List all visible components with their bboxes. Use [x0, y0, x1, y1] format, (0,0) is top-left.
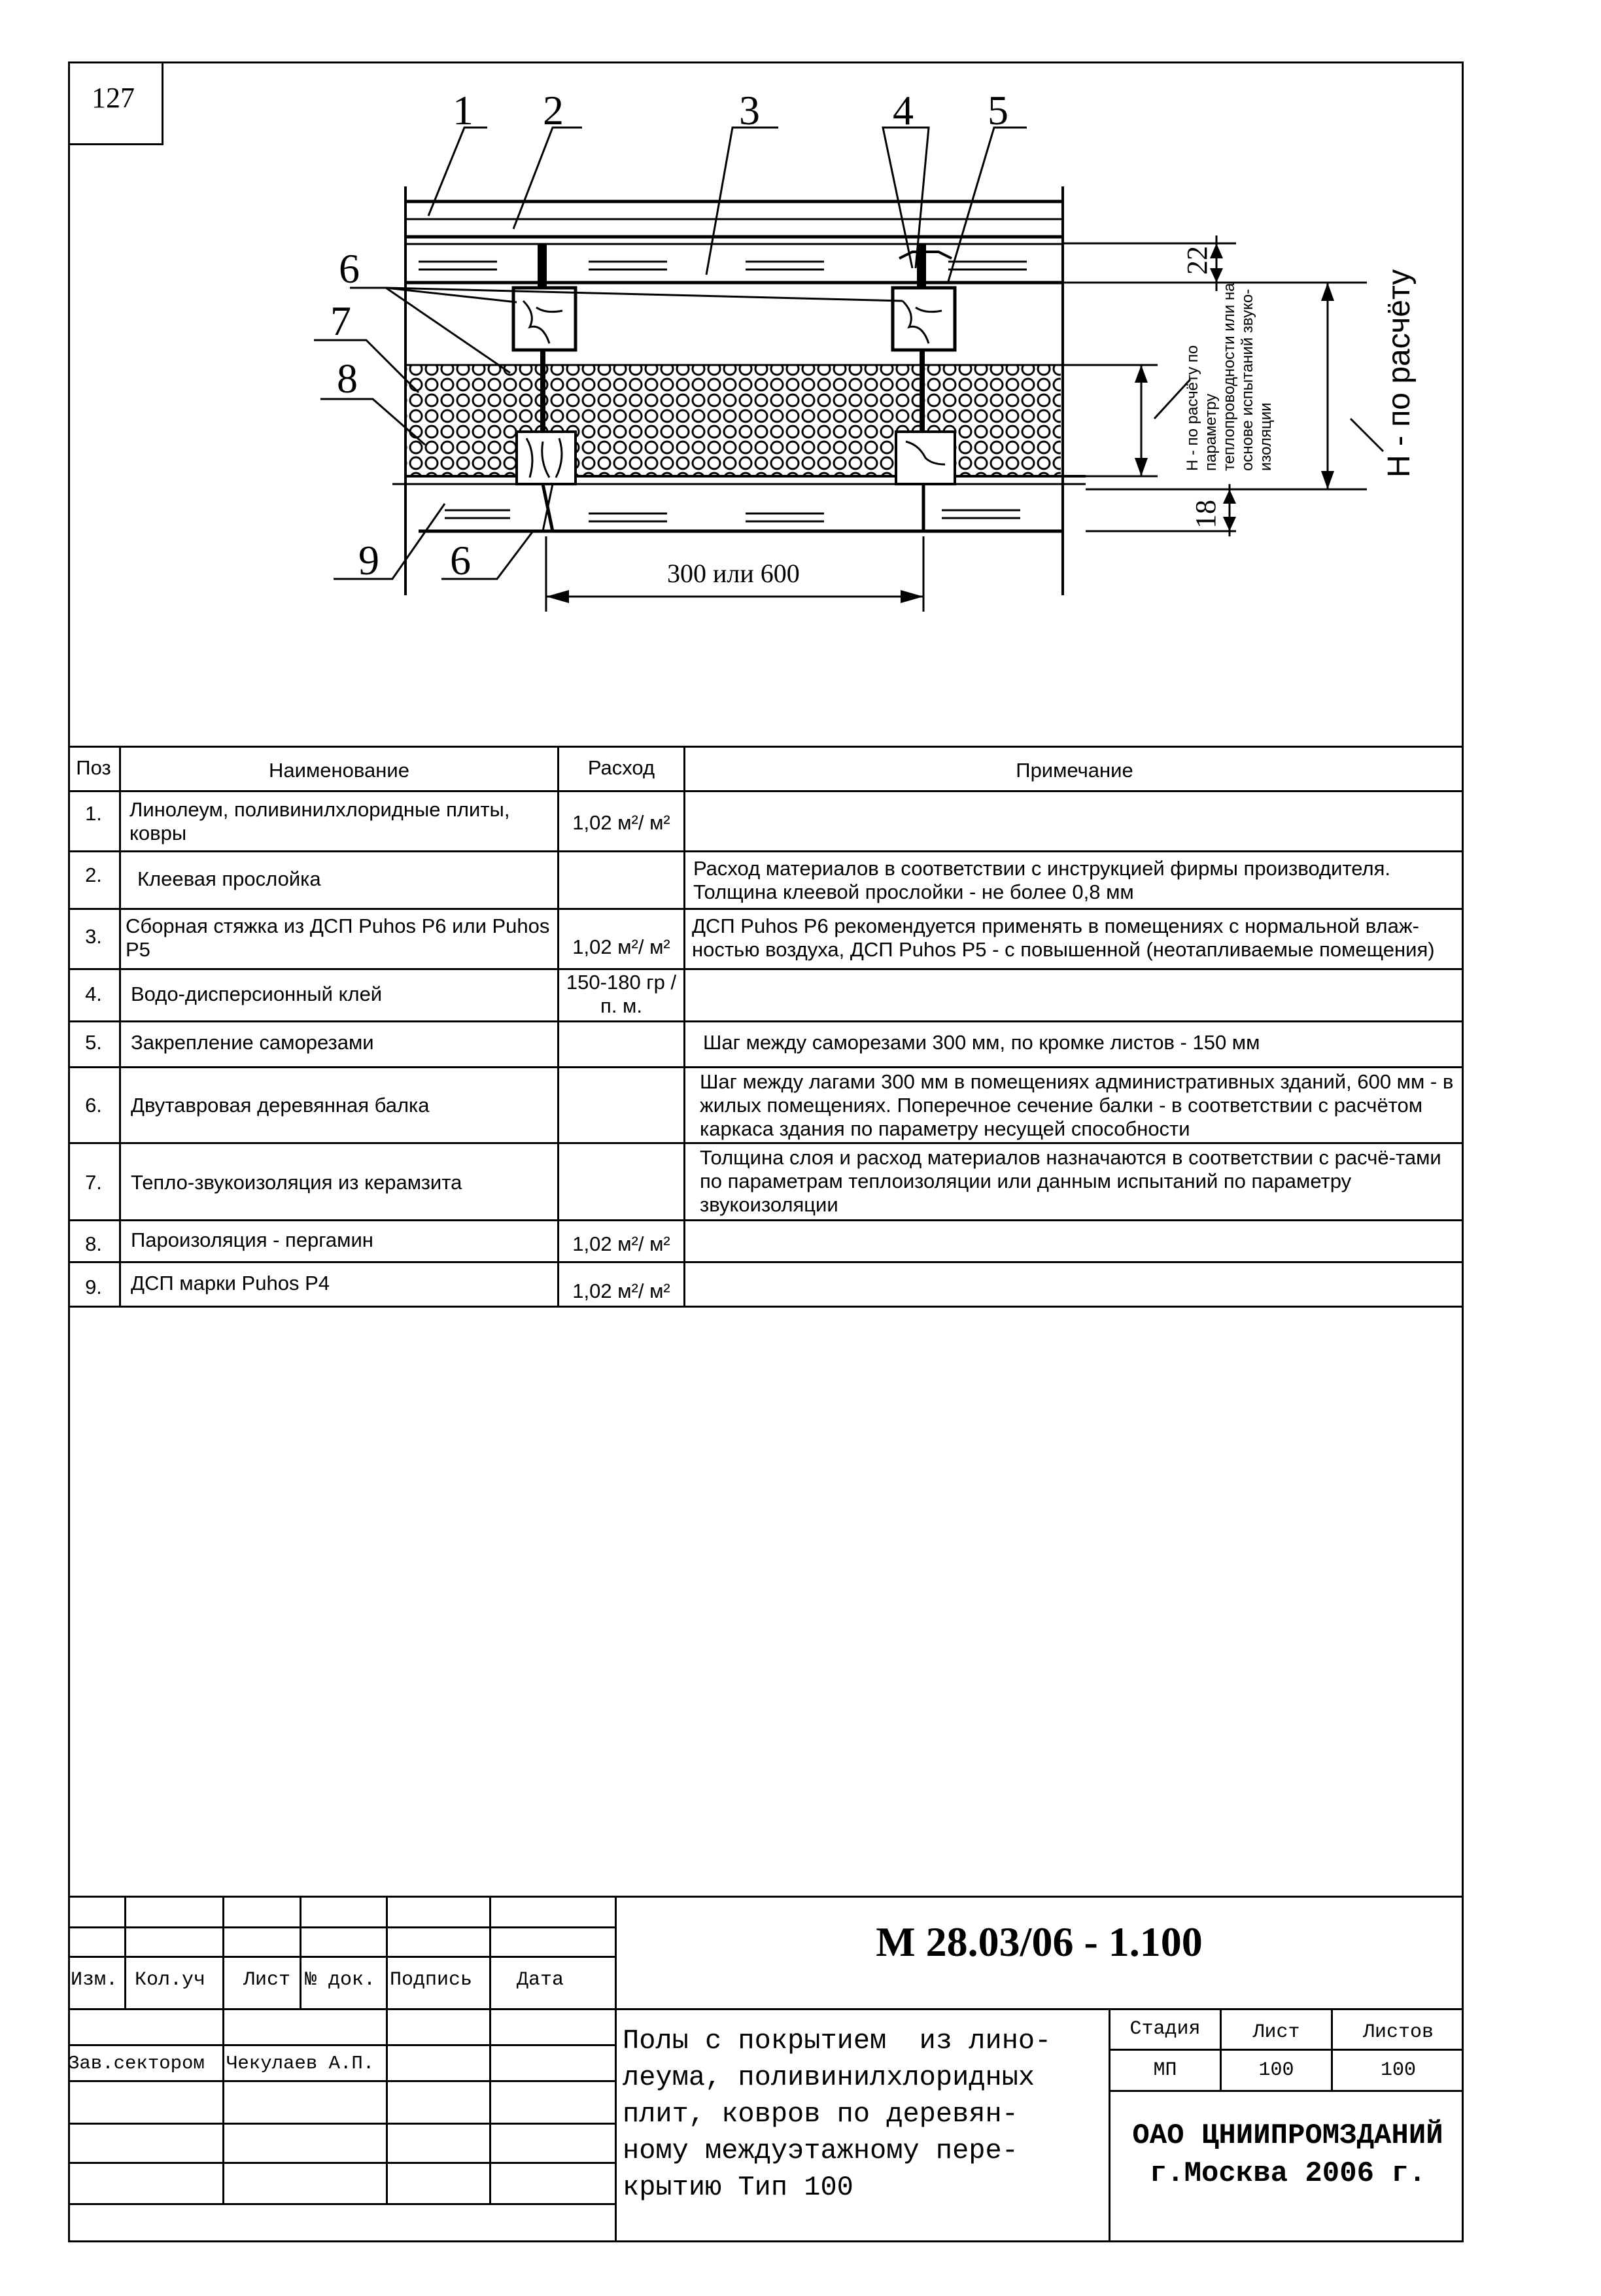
row-3-pos: 3.	[85, 925, 102, 948]
floor-section-drawing	[0, 0, 1601, 746]
header-note: Примечание	[1016, 759, 1133, 782]
title-block-line	[489, 1896, 491, 2203]
dim-bottom: 18	[1190, 500, 1222, 529]
table-line	[68, 968, 1464, 970]
doc-title-line: леума, поливинилхлоридных	[623, 2062, 1035, 2093]
sheets-label: Листов	[1362, 2021, 1434, 2044]
doc-code: М 28.03/06 - 1.100	[876, 1919, 1203, 1965]
callout-8: 8	[337, 355, 358, 402]
row-4-name: Водо-дисперсионный клей	[131, 983, 383, 1005]
col-header-sign: Подпись	[390, 1969, 473, 1991]
col-header-date: Дата	[517, 1969, 564, 1991]
title-block-line	[300, 1896, 301, 2008]
table-line	[68, 1020, 1464, 1022]
dim-h-note	[1184, 275, 1275, 471]
row-8-pos: 8.	[85, 1232, 102, 1255]
title-block-line	[68, 1896, 1464, 1898]
doc-title-line: крытию Тип 100	[623, 2172, 853, 2203]
row-1-name: Линолеум, поливинилхлоридные плиты, ковры	[129, 798, 510, 844]
table-line	[119, 746, 121, 1308]
title-block-line	[1109, 2090, 1464, 2092]
dim-h-note-text: Н - по расчёту по параметру теплопроводности или на основе испытаний звуко-изоляции	[1184, 283, 1275, 471]
role-label: Зав.сектором	[68, 2053, 205, 2074]
row-9-consumption: 1,02 м²/ м²	[572, 1279, 670, 1302]
sheet-number: 127	[92, 82, 135, 114]
callout-3: 3	[739, 87, 760, 133]
row-5-name: Закрепление саморезами	[131, 1031, 374, 1054]
title-block-line	[1109, 2008, 1110, 2242]
table-line	[68, 746, 1464, 748]
callout-6: 6	[339, 245, 360, 292]
title-block-line	[68, 2203, 615, 2205]
doc-title-line: Полы с покрытием из лино-	[623, 2025, 1052, 2057]
person-name: Чекулаев А.П.	[226, 2053, 375, 2074]
sheets-value: 100	[1380, 2059, 1416, 2081]
row-1-pos: 1.	[85, 802, 102, 825]
row-9-name: ДСП марки Puhos P4	[131, 1272, 330, 1295]
table-line	[68, 1306, 1464, 1308]
title-block-line	[68, 2008, 615, 2010]
title-block-line	[1109, 2049, 1464, 2051]
table-line	[68, 908, 1464, 910]
header-pos: Поз	[76, 756, 111, 779]
row-6-name: Двутавровая деревянная балка	[131, 1094, 430, 1117]
dim-span: 300 или 600	[667, 559, 800, 588]
table-line	[68, 790, 1464, 792]
callout-5: 5	[988, 87, 1008, 133]
title-block-line	[124, 1896, 126, 2008]
table-line	[68, 1261, 1464, 1263]
doc-title-line: плит, ковров по деревян-	[623, 2098, 1018, 2130]
title-block-line	[68, 1926, 615, 1928]
stage-label: Стадия	[1129, 2018, 1201, 2040]
row-2-note: Расход материалов в соответствии с инструкцией фирмы производителя. Толщина клеевой прослойки - не более 0,8 мм	[693, 857, 1390, 903]
row-2-name: Клеевая прослойка	[137, 867, 321, 890]
row-8-consumption: 1,02 м²/ м²	[572, 1232, 670, 1255]
col-header-kol: Кол.уч	[135, 1969, 206, 1991]
title-block-line	[68, 2123, 615, 2125]
table-line	[683, 746, 685, 1308]
doc-title	[623, 2023, 1107, 2206]
row-6-note: Шаг между лагами 300 мм в помещениях административных зданий, 600 мм - в жилых помещениях. Поперечное сечение балки - в соответствии с расчётом каркаса здания по параметру несущей способности	[700, 1070, 1454, 1140]
title-block-line	[68, 1956, 615, 1958]
row-3-note: ДСП Puhos P6 рекомендуется применять в помещениях с нормальной влаж-ностью воздуха, ДСП Puhos P5 - с повышенной (неотапливаемые помещения)	[692, 914, 1435, 961]
title-block-line	[386, 1896, 388, 2203]
row-2-pos: 2.	[85, 863, 102, 886]
sheet-label: Лист	[1252, 2021, 1300, 2044]
col-header-list: Лист	[243, 1969, 291, 1991]
callout-2: 2	[543, 87, 564, 133]
dim-top: 22	[1181, 246, 1213, 275]
header-consumption: Расход	[587, 756, 655, 779]
row-4-consumption: 150-180 гр /п. м.	[566, 971, 677, 1017]
org-city-year: г.Москва 2006 г.	[1149, 2157, 1426, 2190]
callout-1: 1	[453, 87, 473, 133]
title-block-line	[68, 2080, 615, 2082]
callout-7: 7	[330, 298, 351, 344]
sheet-value: 100	[1258, 2059, 1294, 2081]
callout-9: 9	[358, 537, 379, 583]
row-1-consumption: 1,02 м²/ м²	[572, 811, 670, 834]
row-7-note: Толщина слоя и расход материалов назначаются в соответствии с расчё-тами по параметрам теплоизоляции или данным испытаний по параметру звукоизоляции	[700, 1146, 1441, 1216]
row-7-name: Тепло-звукоизоляция из керамзита	[131, 1171, 462, 1194]
doc-title-line: ному междуэтажному пере-	[623, 2135, 1018, 2166]
title-block-line	[615, 2008, 1464, 2010]
row-9-pos: 9.	[85, 1276, 102, 1298]
row-3-name: Сборная стяжка из ДСП Puhos P6 или Puhos P5	[126, 914, 550, 961]
row-5-note: Шаг между саморезами 300 мм, по кромке листов - 150 мм	[703, 1031, 1260, 1054]
table-line	[68, 1142, 1464, 1144]
callout-4: 4	[893, 87, 914, 133]
row-5-pos: 5.	[85, 1031, 102, 1054]
org-name: ОАО ЦНИИПРОМЗДАНИЙ	[1132, 2119, 1443, 2152]
title-block-line	[222, 1896, 224, 2203]
callout-6b: 6	[450, 537, 471, 583]
stage-value: МП	[1153, 2059, 1177, 2081]
row-8-name: Пароизоляция - пергамин	[131, 1228, 373, 1251]
col-header-izm: Изм.	[71, 1969, 118, 1991]
header-name: Наименование	[269, 759, 409, 782]
dim-h-calc: Н - по расчёту	[1382, 269, 1417, 478]
table-line	[68, 850, 1464, 852]
table-line	[68, 1219, 1464, 1221]
title-block-line	[68, 2044, 615, 2046]
title-block-line	[68, 2162, 615, 2164]
row-6-pos: 6.	[85, 1094, 102, 1117]
row-7-pos: 7.	[85, 1171, 102, 1194]
row-4-pos: 4.	[85, 983, 102, 1005]
row-3-consumption: 1,02 м²/ м²	[572, 935, 670, 958]
col-header-doc: № док.	[305, 1969, 376, 1991]
table-line	[68, 1066, 1464, 1068]
